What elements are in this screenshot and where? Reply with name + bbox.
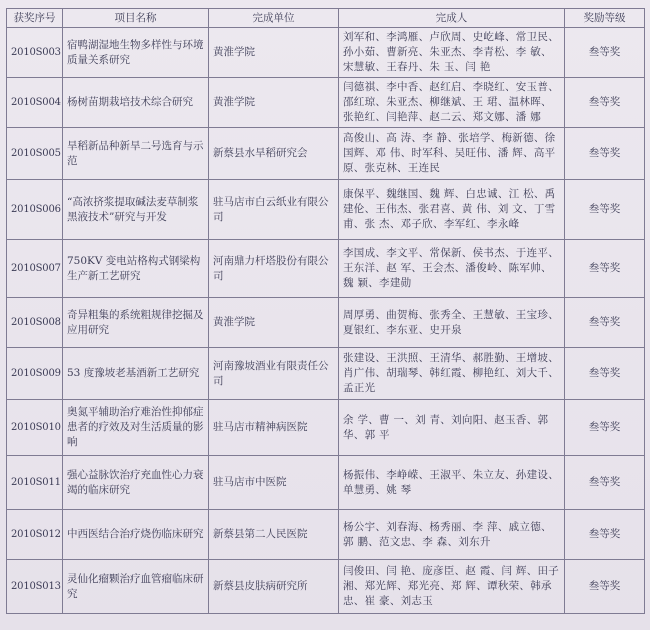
completing-unit: 驻马店市精神病医院 [209,400,339,456]
award-level: 叁等奖 [565,510,645,560]
award-level: 叁等奖 [565,400,645,456]
project-name: 灵仙化瘤颗治疗血管瘤临床研究 [63,560,209,614]
project-name: 奥氮平辅助治疗难治性抑郁症患者的疗效及对生活质量的影响 [63,400,209,456]
completing-unit: 新蔡县水旱稻研究会 [209,128,339,180]
award-id: 2010S008 [7,298,63,348]
project-name: 旱稻新品种新旱二号选育与示范 [63,128,209,180]
award-id: 2010S006 [7,180,63,240]
header-name: 项目名称 [63,9,209,28]
awards-table [6,8,645,614]
completing-unit: 河南豫坡酒业有限责任公司 [209,348,339,400]
table-row [7,128,645,180]
completing-unit: 黄淮学院 [209,78,339,128]
award-level: 叁等奖 [565,28,645,78]
award-level: 叁等奖 [565,348,645,400]
project-name: 53 度豫坡老基酒新工艺研究 [63,348,209,400]
table-row [7,560,645,614]
table-row [7,510,645,560]
project-name: 强心益脉饮治疗充血性心力衰竭的临床研究 [63,456,209,510]
completers: 刘军和、李鸿雁、卢欣周、史屹峰、常卫民、孙小茹、曹新亮、朱亚杰、李青松、李 敏、宋慧敏、王春丹、朱 玉、闫 艳 [339,28,565,78]
completing-unit: 驻马店市白云纸业有限公司 [209,180,339,240]
award-id: 2010S009 [7,348,63,400]
table-row [7,456,645,510]
completing-unit: 黄淮学院 [209,28,339,78]
completers: 周厚勇、曲贺梅、张秀全、王慧敏、王宝珍、夏银红、李东亚、史开泉 [339,298,565,348]
award-level: 叁等奖 [565,456,645,510]
table-row [7,78,645,128]
award-id: 2010S011 [7,456,63,510]
award-id: 2010S005 [7,128,63,180]
project-name: 奇异粗集的系统粗规律挖掘及应用研究 [63,298,209,348]
table-row [7,240,645,298]
header-id: 获奖序号 [7,9,63,28]
award-level: 叁等奖 [565,298,645,348]
header-row [7,9,645,28]
project-name: “高浓挤浆提取碱法麦草制浆黑液技术”研究与开发 [63,180,209,240]
award-level: 叁等奖 [565,560,645,614]
award-level: 叁等奖 [565,240,645,298]
award-id: 2010S012 [7,510,63,560]
completers: 杨振伟、李峥嵘、王淑平、朱立友、孙建设、单慧勇、姚 琴 [339,456,565,510]
completing-unit: 河南鼎力杆塔股份有限公司 [209,240,339,298]
table-row [7,400,645,456]
table-row [7,180,645,240]
completing-unit: 新蔡县第二人民医院 [209,510,339,560]
award-id: 2010S003 [7,28,63,78]
project-name: 杨树苗期栽培技术综合研究 [63,78,209,128]
completing-unit: 新蔡县皮肤病研究所 [209,560,339,614]
completing-unit: 驻马店市中医院 [209,456,339,510]
project-name: 750KV 变电站格构式钢梁构生产新工艺研究 [63,240,209,298]
completers: 闫俊田、闫 艳、庞彦臣、赵 霞、闫 辉、田子湘、郑光辉、郑光亮、郑 辉、谭秋荣、韩承忠、崔 豪、刘志玉 [339,560,565,614]
completers: 张建设、王洪照、王清华、郝胜勤、王增坡、肖广伟、胡瑞琴、韩红霞、柳艳红、刘大千、孟正光 [339,348,565,400]
completers: 康保平、魏继国、魏 辉、白忠诚、江 松、禹建伦、王伟杰、张君喜、黄 伟、刘 文、丁雪甫、张 杰、邓子欣、李军红、李永峰 [339,180,565,240]
table-row [7,298,645,348]
award-id: 2010S007 [7,240,63,298]
completers: 高俊山、高 涛、李 静、张培学、梅新德、徐国辉、邓 伟、时军科、吴旺伟、潘 辉、高平原、张克林、王连民 [339,128,565,180]
table-row [7,28,645,78]
completers: 闫德祺、李中香、赵红启、李晓红、安玉普、邵红琼、朱亚杰、柳继斌、王 珺、温林晖、张艳红、闫艳萍、赵二云、郑文娜、潘 娜 [339,78,565,128]
award-id: 2010S013 [7,560,63,614]
award-id: 2010S010 [7,400,63,456]
completers: 余 学、曹 一、刘 青、刘向阳、赵玉香、郭 华、郭 平 [339,400,565,456]
project-name: 宿鸭湖湿地生物多样性与环境质量关系研究 [63,28,209,78]
completers: 李国成、李文平、常保新、侯书杰、于连平、王东洋、赵 军、王会杰、潘俊岭、陈军帅、魏 颖、李建勋 [339,240,565,298]
table-row [7,348,645,400]
award-level: 叁等奖 [565,128,645,180]
header-unit: 完成单位 [209,9,339,28]
completers: 杨公宇、刘春海、杨秀丽、李 萍、戚立德、郭 鹏、范文忠、李 森、刘东升 [339,510,565,560]
award-level: 叁等奖 [565,180,645,240]
project-name: 中西医结合治疗烧伤临床研究 [63,510,209,560]
award-id: 2010S004 [7,78,63,128]
header-level: 奖励等级 [565,9,645,28]
award-level: 叁等奖 [565,78,645,128]
header-people: 完成人 [339,9,565,28]
completing-unit: 黄淮学院 [209,298,339,348]
